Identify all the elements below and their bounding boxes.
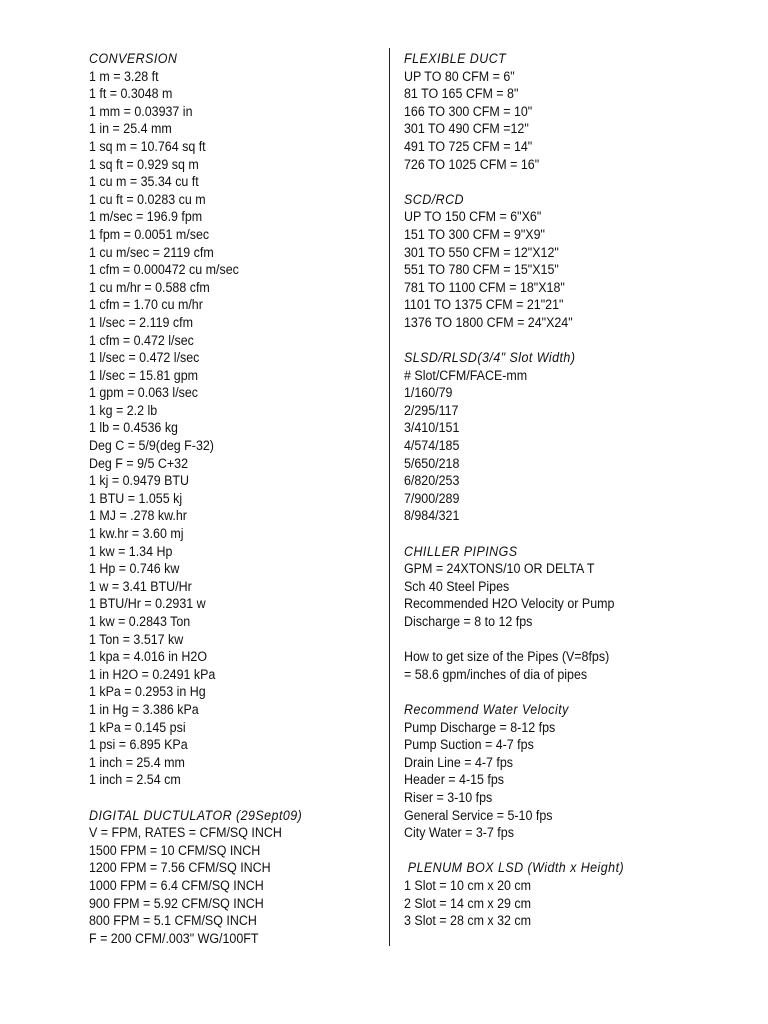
text-line: 301 TO 550 CFM = 12"X12" xyxy=(404,244,559,260)
water-velocity-section xyxy=(404,701,744,842)
plenum-section xyxy=(404,859,744,929)
text-line: 2/295/117 xyxy=(404,402,459,418)
text-line: 1 l/sec = 2.119 cfm xyxy=(89,314,193,330)
text-line: 1 kg = 2.2 lb xyxy=(89,402,158,418)
text-line: 1 cu m = 35.34 cu ft xyxy=(89,174,199,190)
text-line: 1 sq m = 10.764 sq ft xyxy=(89,138,206,154)
text-line: 551 TO 780 CFM = 15"X15" xyxy=(404,262,559,278)
right-column xyxy=(404,50,744,930)
text-line: # Slot/CFM/FACE-mm xyxy=(404,367,528,383)
text-line: Header = 4-15 fps xyxy=(404,772,505,788)
text-line: 1 l/sec = 0.472 l/sec xyxy=(89,350,200,366)
scd-rcd-section xyxy=(404,191,744,332)
text-line: 1 sq ft = 0.929 sq m xyxy=(89,156,199,172)
chiller-list xyxy=(404,560,744,630)
text-line: 1 cu m/hr = 0.588 cfm xyxy=(89,279,210,295)
flexible-duct-section xyxy=(404,50,744,173)
section-gap xyxy=(404,683,744,701)
text-line: 1 cu ft = 0.0283 cu m xyxy=(89,191,206,207)
text-line: 1 psi = 6.895 KPa xyxy=(89,737,188,753)
text-line: 151 TO 300 CFM = 9"X9" xyxy=(404,226,545,242)
slsd-section xyxy=(404,349,744,525)
text-line: Discharge = 8 to 12 fps xyxy=(404,614,533,629)
text-line: Pump Discharge = 8-12 fps xyxy=(404,719,556,735)
text-line: 1 kPa = 0.145 psi xyxy=(89,719,186,735)
text-line: 1 mm = 0.03937 in xyxy=(89,103,193,119)
text-line: How to get size of the Pipes (V=8fps) xyxy=(404,649,610,665)
text-line: 1 cu m/sec = 2119 cfm xyxy=(89,244,214,260)
text-line: 726 TO 1025 CFM = 16" xyxy=(404,156,540,172)
text-line: 1101 TO 1375 CFM = 21"21" xyxy=(404,297,564,313)
text-line: UP TO 150 CFM = 6"X6" xyxy=(404,209,542,225)
section-gap xyxy=(404,842,744,860)
ductulator-list xyxy=(89,824,379,947)
text-line: Recommended H2O Velocity or Pump xyxy=(404,596,615,612)
text-line: F = 200 CFM/.003" WG/100FT xyxy=(89,930,259,946)
text-line: UP TO 80 CFM = 6" xyxy=(404,68,515,84)
text-line: 1 in H2O = 0.2491 kPa xyxy=(89,666,216,682)
text-line: 1 kPa = 0.2953 in Hg xyxy=(89,684,206,700)
text-line: 1 lb = 0.4536 kg xyxy=(89,420,178,436)
text-line: 1 kw = 1.34 Hp xyxy=(89,543,173,559)
section-gap xyxy=(89,789,379,807)
section-gap xyxy=(404,173,744,191)
text-line: 2 Slot = 14 cm x 29 cm xyxy=(404,895,532,911)
left-column xyxy=(89,50,379,947)
text-line: 1 w = 3.41 BTU/Hr xyxy=(89,578,192,594)
slsd-heading: SLSD/RLSD(3/4" Slot Width) xyxy=(404,350,576,366)
text-line: 1 cfm = 1.70 cu m/hr xyxy=(89,297,203,313)
text-line: 1 BTU = 1.055 kj xyxy=(89,490,183,506)
section-gap xyxy=(404,631,744,649)
ductulator-section xyxy=(89,807,379,948)
text-line: 1 ft = 0.3048 m xyxy=(89,86,173,102)
text-line: 6/820/253 xyxy=(404,473,460,489)
text-line: 900 FPM = 5.92 CFM/SQ INCH xyxy=(89,895,264,911)
scd-rcd-list xyxy=(404,208,744,331)
text-line: 1 m/sec = 196.9 fpm xyxy=(89,209,203,225)
text-line: 3 Slot = 28 cm x 32 cm xyxy=(404,913,532,929)
scd-rcd-heading: SCD/RCD xyxy=(404,191,464,207)
text-line: 1200 FPM = 7.56 CFM/SQ INCH xyxy=(89,860,271,876)
conversion-list xyxy=(89,68,379,789)
text-line: 1/160/79 xyxy=(404,385,453,401)
text-line: 5/650/218 xyxy=(404,455,460,471)
text-line: 3/410/151 xyxy=(404,420,460,436)
text-line: 1 l/sec = 15.81 gpm xyxy=(89,367,199,383)
text-line: 166 TO 300 CFM = 10" xyxy=(404,103,533,119)
text-line: V = FPM, RATES = CFM/SQ INCH xyxy=(89,825,282,841)
text-line: 1 MJ = .278 kw.hr xyxy=(89,508,187,524)
text-line: Riser = 3-10 fps xyxy=(404,789,493,805)
text-line: Deg C = 5/9(deg F-32) xyxy=(89,438,214,454)
text-line: Sch 40 Steel Pipes xyxy=(404,578,510,594)
text-line: 301 TO 490 CFM =12" xyxy=(404,121,529,137)
text-line: Drain Line = 4-7 fps xyxy=(404,754,514,770)
text-line: 1 gpm = 0.063 l/sec xyxy=(89,385,199,401)
text-line: 1 inch = 25.4 mm xyxy=(89,754,185,770)
text-line: 1 Hp = 0.746 kw xyxy=(89,561,180,577)
flexible-duct-heading: FLEXIBLE DUCT xyxy=(404,51,507,66)
text-line: 491 TO 725 CFM = 14" xyxy=(404,138,533,154)
text-line: City Water = 3-7 fps xyxy=(404,825,514,841)
plenum-list xyxy=(404,877,744,930)
flexible-duct-list xyxy=(404,68,744,174)
text-line: 1 BTU/Hr = 0.2931 w xyxy=(89,596,206,612)
chiller-section xyxy=(404,543,744,684)
text-line: 1 kw = 0.2843 Ton xyxy=(89,614,191,629)
text-line: 781 TO 1100 CFM = 18"X18" xyxy=(404,279,565,295)
plenum-heading: PLENUM BOX LSD (Width x Height) xyxy=(407,860,625,876)
text-line: 7/900/289 xyxy=(404,490,460,506)
text-line: 8/984/321 xyxy=(404,508,460,524)
text-line: GPM = 24XTONS/10 OR DELTA T xyxy=(404,561,595,577)
water-velocity-list xyxy=(404,719,744,842)
chiller-pipe-size-list xyxy=(404,648,744,683)
text-line: Pump Suction = 4-7 fps xyxy=(404,737,534,753)
section-gap xyxy=(404,525,744,543)
text-line: 1 inch = 2.54 cm xyxy=(89,772,181,788)
text-line: 1 kpa = 4.016 in H2O xyxy=(89,649,208,665)
text-line: 4/574/185 xyxy=(404,438,460,454)
text-line: 1 cfm = 0.000472 cu m/sec xyxy=(89,262,239,278)
water-velocity-heading: Recommend Water Velocity xyxy=(404,701,569,717)
text-line: 81 TO 165 CFM = 8" xyxy=(404,86,519,102)
text-line: 1500 FPM = 10 CFM/SQ INCH xyxy=(89,842,261,858)
text-line: 1 in = 25.4 mm xyxy=(89,121,172,137)
chiller-heading: CHILLER PIPINGS xyxy=(404,543,518,559)
text-line: 1 cfm = 0.472 l/sec xyxy=(89,332,194,348)
text-line: 1 in Hg = 3.386 kPa xyxy=(89,701,199,717)
ductulator-heading: DIGITAL DUCTULATOR (29Sept09) xyxy=(89,807,303,823)
text-line: 1 fpm = 0.0051 m/sec xyxy=(89,226,210,242)
column-divider xyxy=(389,48,390,946)
text-line: 1 kj = 0.9479 BTU xyxy=(89,473,190,489)
text-line: 1 kw.hr = 3.60 mj xyxy=(89,526,184,542)
text-line: 1 Slot = 10 cm x 20 cm xyxy=(404,877,532,893)
section-gap xyxy=(404,332,744,350)
text-line: General Service = 5-10 fps xyxy=(404,807,553,823)
text-line: 800 FPM = 5.1 CFM/SQ INCH xyxy=(89,913,257,929)
text-line: 1 Ton = 3.517 kw xyxy=(89,631,184,647)
text-line: 1376 TO 1800 CFM = 24"X24" xyxy=(404,314,573,330)
text-line: = 58.6 gpm/inches of dia of pipes xyxy=(404,666,588,682)
conversion-heading: CONVERSION xyxy=(89,51,178,66)
conversion-section xyxy=(89,50,379,789)
text-line: Deg F = 9/5 C+32 xyxy=(89,455,189,471)
text-line: 1 m = 3.28 ft xyxy=(89,68,159,84)
text-line: 1000 FPM = 6.4 CFM/SQ INCH xyxy=(89,877,264,893)
slsd-list xyxy=(404,367,744,525)
